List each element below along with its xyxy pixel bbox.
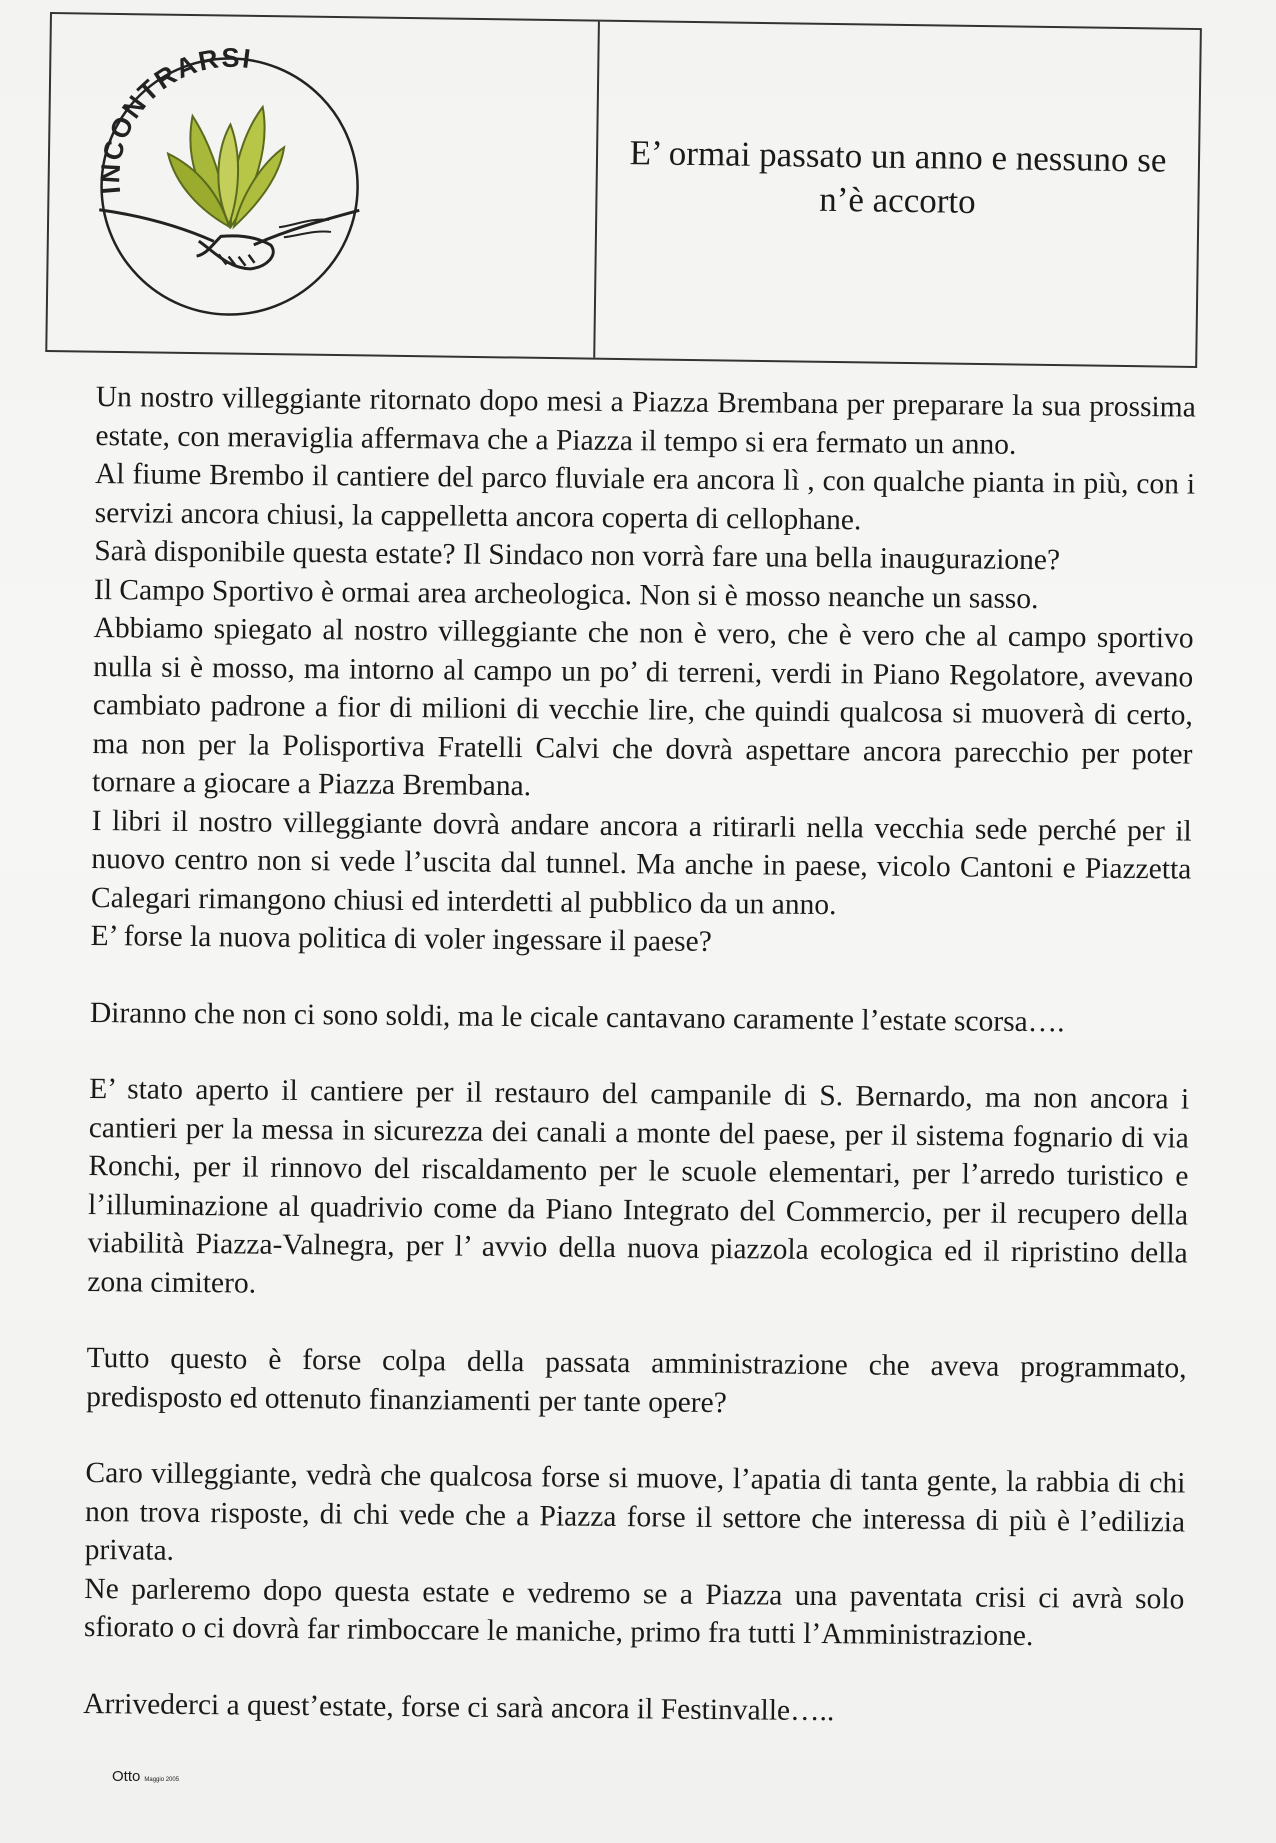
paragraph-disponibile: Sarà disponibile questa estate? Il Sindaco non vorrà fare una bella inaugurazione?: [94, 534, 1061, 577]
signature: [112, 1768, 179, 1785]
paragraph-colpa: Tutto questo è forse colpa della passata amministrazione che aveva programmato, predisposto ed ottenuto finanziamenti per tante opere?: [86, 1341, 1187, 1419]
headline: E’ ormai passato un anno e nessuno se n’è accorto: [629, 133, 1167, 221]
paragraph-cicale: Diranno che non ci sono soldi, ma le cicale cantavano caramente l’estate scorsa….: [89, 996, 1065, 1038]
paragraph-ne-parleremo: Ne parleremo dopo questa estate e vedremo se a Piazza una paventata crisi ci avrà solo sfiorato o ci dovrà far rimboccare le maniche, primo fra tutti l’Amministrazione.: [83, 1572, 1185, 1653]
olive-branch-handshake-icon: [98, 105, 360, 271]
signature-date: Maggio 2005: [144, 1777, 180, 1783]
paragraph-caro-villeggiante: Caro villeggiante, vedrà che qualcosa forse si muove, l’apatia di tanta gente, la rabbia di chi non trova risposte, di chi vede che a Piazza forse il settore che interessa di più è l’edilizia privata.: [84, 1456, 1186, 1567]
article-body: [83, 378, 1196, 1733]
paragraph-campo-sportivo: Il Campo Sportivo è ormai area archeologica. Non si è mosso neanche un sasso.: [93, 573, 1039, 615]
incontrarsi-logo: [78, 34, 382, 338]
paragraph-fiume-brembo: Al fiume Brembo il cantiere del parco fluviale era ancora lì , con qualche pianta in più, con i servizi ancora chiusi, la cappelletta ancora coperta di cellophane.: [94, 457, 1196, 536]
logo-cell: [47, 14, 600, 358]
paragraph-spiegato: Abbiamo spiegato al nostro villeggiante che non è vero, che è vero che al campo sportivo nulla si è mosso, ma intorno al campo un po’ di terreni, verdi in Piano Regolatore, avevano cambiato padrone a fior di milioni di vecchie lire, che quindi qualcosa si muoverà di certo, ma non per la Polisportiva Fratelli Calvi che dovrà aspettare ancora parecchio per poter tornare a giocare a Piazza Brembana.: [91, 611, 1194, 803]
paragraph-libri: I libri il nostro villeggiante dovrà andare ancora a ritirarli nella vecchia sede perché per il nuovo centro non si vede l’uscita dal tunnel. Ma anche in paese, vicolo Cantoni e Piazzetta Calegari rimangono chiusi ed interdetti al pubblico da un anno.: [90, 804, 1192, 921]
header-box: [45, 12, 1202, 368]
paragraph-cantiere: E’ stato aperto il cantiere per il restauro del campanile di S. Bernardo, ma non ancora i cantieri per la messa in sicurezza dei canali a monte del paese, per il sistema fognario di via Ronchi, per il rinnovo del riscaldamento per le scuole elementari, per l’arredo turistico e l’illuminazione al quadrivio come da Piano Integrato del Commercio, per il recupero della viabilità Piazza-Valnegra, per l’ avvio della nuova piazzola ecologica ed il ripristino della zona cimitero.: [87, 1072, 1190, 1300]
title-cell: [595, 22, 1200, 366]
paragraph-intro: Un nostro villeggiante ritornato dopo mesi a Piazza Brembana per preparare la sua prossima estate, con meraviglia affermava che a Piazza il tempo si era fermato un anno.: [95, 380, 1196, 461]
paragraph-arrivederci: Arrivederci a quest’estate, forse ci sarà ancora il Festinvalle…..: [83, 1687, 835, 1727]
signature-author: Otto: [112, 1768, 141, 1785]
logo-wordmark: INCONTRARSI: [95, 42, 255, 196]
paragraph-ingessare: E’ forse la nuova politica di voler ingessare il paese?: [90, 919, 712, 958]
